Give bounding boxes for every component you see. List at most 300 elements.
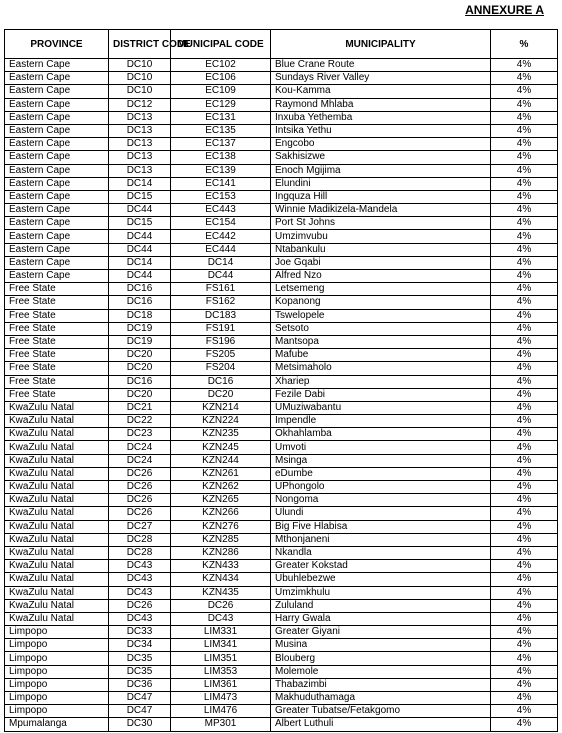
table-row bbox=[5, 533, 558, 546]
cell-municipality: Okhahlamba bbox=[271, 428, 491, 441]
cell-percent: 4% bbox=[491, 401, 558, 414]
cell-district-code: DC19 bbox=[109, 322, 171, 335]
cell-municipality: Alfred Nzo bbox=[271, 270, 491, 283]
cell-percent: 4% bbox=[491, 718, 558, 731]
cell-municipality: Sundays River Valley bbox=[271, 72, 491, 85]
cell-municipal-code: LIM476 bbox=[171, 705, 271, 718]
table-row bbox=[5, 481, 558, 494]
cell-municipal-code: KZN265 bbox=[171, 494, 271, 507]
cell-percent: 4% bbox=[491, 375, 558, 388]
cell-province: Limpopo bbox=[5, 639, 109, 652]
cell-municipality: Mthonjaneni bbox=[271, 533, 491, 546]
cell-province: Eastern Cape bbox=[5, 270, 109, 283]
table-row bbox=[5, 454, 558, 467]
cell-province: Free State bbox=[5, 375, 109, 388]
cell-percent: 4% bbox=[491, 520, 558, 533]
cell-province: Limpopo bbox=[5, 678, 109, 691]
cell-municipal-code: KZN433 bbox=[171, 560, 271, 573]
cell-municipal-code: EC137 bbox=[171, 138, 271, 151]
table-row bbox=[5, 362, 558, 375]
cell-municipality: Musina bbox=[271, 639, 491, 652]
cell-percent: 4% bbox=[491, 204, 558, 217]
cell-municipal-code: FS162 bbox=[171, 296, 271, 309]
table-row bbox=[5, 256, 558, 269]
cell-province: Eastern Cape bbox=[5, 85, 109, 98]
cell-province: Eastern Cape bbox=[5, 124, 109, 137]
cell-province: KwaZulu Natal bbox=[5, 573, 109, 586]
cell-municipal-code: DC43 bbox=[171, 612, 271, 625]
cell-municipal-code: EC154 bbox=[171, 217, 271, 230]
cell-province: Free State bbox=[5, 322, 109, 335]
cell-province: Eastern Cape bbox=[5, 204, 109, 217]
cell-district-code: DC30 bbox=[109, 718, 171, 731]
cell-district-code: DC47 bbox=[109, 705, 171, 718]
cell-province: Eastern Cape bbox=[5, 98, 109, 111]
cell-percent: 4% bbox=[491, 546, 558, 559]
cell-municipality: Impendle bbox=[271, 415, 491, 428]
cell-district-code: DC28 bbox=[109, 546, 171, 559]
cell-province: KwaZulu Natal bbox=[5, 441, 109, 454]
cell-municipal-code: KZN276 bbox=[171, 520, 271, 533]
header-municipal-code: MUNICIPAL CODE bbox=[171, 30, 271, 59]
table-row bbox=[5, 639, 558, 652]
cell-municipality: Letsemeng bbox=[271, 283, 491, 296]
cell-municipal-code: FS204 bbox=[171, 362, 271, 375]
table-row bbox=[5, 230, 558, 243]
cell-percent: 4% bbox=[491, 98, 558, 111]
cell-municipality: Ntabankulu bbox=[271, 243, 491, 256]
cell-province: Eastern Cape bbox=[5, 243, 109, 256]
cell-municipality: Raymond Mhlaba bbox=[271, 98, 491, 111]
cell-percent: 4% bbox=[491, 59, 558, 72]
cell-province: KwaZulu Natal bbox=[5, 494, 109, 507]
table-row bbox=[5, 705, 558, 718]
cell-municipal-code: DC16 bbox=[171, 375, 271, 388]
cell-district-code: DC13 bbox=[109, 151, 171, 164]
cell-district-code: DC36 bbox=[109, 678, 171, 691]
cell-municipal-code: EC135 bbox=[171, 124, 271, 137]
cell-municipality: Fezile Dabi bbox=[271, 388, 491, 401]
cell-province: Free State bbox=[5, 309, 109, 322]
cell-municipality: Ulundi bbox=[271, 507, 491, 520]
cell-municipal-code: DC26 bbox=[171, 599, 271, 612]
cell-district-code: DC13 bbox=[109, 138, 171, 151]
table-row bbox=[5, 665, 558, 678]
cell-municipality: Harry Gwala bbox=[271, 612, 491, 625]
cell-municipality: Engcobo bbox=[271, 138, 491, 151]
table-row bbox=[5, 626, 558, 639]
cell-municipality: Kou-Kamma bbox=[271, 85, 491, 98]
cell-district-code: DC28 bbox=[109, 533, 171, 546]
cell-district-code: DC12 bbox=[109, 98, 171, 111]
table-row bbox=[5, 586, 558, 599]
cell-district-code: DC26 bbox=[109, 599, 171, 612]
table-row bbox=[5, 349, 558, 362]
cell-municipality: Nongoma bbox=[271, 494, 491, 507]
cell-municipal-code: KZN244 bbox=[171, 454, 271, 467]
cell-municipality: Intsika Yethu bbox=[271, 124, 491, 137]
cell-percent: 4% bbox=[491, 151, 558, 164]
table-row bbox=[5, 243, 558, 256]
cell-district-code: DC44 bbox=[109, 243, 171, 256]
cell-municipality: Umzimkhulu bbox=[271, 586, 491, 599]
cell-percent: 4% bbox=[491, 177, 558, 190]
cell-percent: 4% bbox=[491, 362, 558, 375]
table-header-row bbox=[5, 30, 558, 59]
table-row bbox=[5, 401, 558, 414]
table-row bbox=[5, 217, 558, 230]
cell-province: Free State bbox=[5, 349, 109, 362]
cell-municipality: Joe Gqabi bbox=[271, 256, 491, 269]
cell-municipality: Msinga bbox=[271, 454, 491, 467]
table-row bbox=[5, 612, 558, 625]
cell-municipality: Thabazimbi bbox=[271, 678, 491, 691]
cell-municipal-code: LIM341 bbox=[171, 639, 271, 652]
cell-municipal-code: FS205 bbox=[171, 349, 271, 362]
cell-municipal-code: EC131 bbox=[171, 111, 271, 124]
cell-percent: 4% bbox=[491, 599, 558, 612]
cell-municipality: Blouberg bbox=[271, 652, 491, 665]
cell-district-code: DC26 bbox=[109, 467, 171, 480]
cell-province: Eastern Cape bbox=[5, 151, 109, 164]
table-row bbox=[5, 85, 558, 98]
cell-municipal-code: KZN285 bbox=[171, 533, 271, 546]
cell-percent: 4% bbox=[491, 586, 558, 599]
cell-district-code: DC14 bbox=[109, 177, 171, 190]
cell-percent: 4% bbox=[491, 665, 558, 678]
cell-province: Free State bbox=[5, 296, 109, 309]
cell-province: Eastern Cape bbox=[5, 72, 109, 85]
cell-municipal-code: EC153 bbox=[171, 190, 271, 203]
header-percent: % bbox=[491, 30, 558, 59]
table-row bbox=[5, 309, 558, 322]
cell-province: Eastern Cape bbox=[5, 138, 109, 151]
cell-municipality: Albert Luthuli bbox=[271, 718, 491, 731]
cell-municipality: Elundini bbox=[271, 177, 491, 190]
cell-province: Limpopo bbox=[5, 626, 109, 639]
table-row bbox=[5, 270, 558, 283]
table-row bbox=[5, 190, 558, 203]
municipality-table bbox=[4, 29, 558, 732]
cell-municipality: Mafube bbox=[271, 349, 491, 362]
cell-municipality: Sakhisizwe bbox=[271, 151, 491, 164]
cell-percent: 4% bbox=[491, 428, 558, 441]
cell-municipality: Mantsopa bbox=[271, 335, 491, 348]
table-row bbox=[5, 98, 558, 111]
cell-province: KwaZulu Natal bbox=[5, 454, 109, 467]
cell-municipal-code: LIM353 bbox=[171, 665, 271, 678]
cell-municipal-code: KZN245 bbox=[171, 441, 271, 454]
table-row bbox=[5, 467, 558, 480]
cell-district-code: DC16 bbox=[109, 296, 171, 309]
cell-province: Free State bbox=[5, 362, 109, 375]
cell-municipality: Winnie Madikizela-Mandela bbox=[271, 204, 491, 217]
cell-percent: 4% bbox=[491, 533, 558, 546]
cell-district-code: DC15 bbox=[109, 217, 171, 230]
cell-municipal-code: KZN266 bbox=[171, 507, 271, 520]
cell-municipality: Greater Kokstad bbox=[271, 560, 491, 573]
cell-municipal-code: EC139 bbox=[171, 164, 271, 177]
cell-municipal-code: KZN435 bbox=[171, 586, 271, 599]
cell-municipal-code: KZN235 bbox=[171, 428, 271, 441]
cell-municipal-code: EC102 bbox=[171, 59, 271, 72]
cell-district-code: DC16 bbox=[109, 283, 171, 296]
cell-municipal-code: EC106 bbox=[171, 72, 271, 85]
cell-municipality: Big Five Hlabisa bbox=[271, 520, 491, 533]
cell-district-code: DC35 bbox=[109, 665, 171, 678]
cell-municipality: Blue Crane Route bbox=[271, 59, 491, 72]
cell-municipality: Inxuba Yethemba bbox=[271, 111, 491, 124]
cell-percent: 4% bbox=[491, 349, 558, 362]
cell-province: KwaZulu Natal bbox=[5, 560, 109, 573]
cell-percent: 4% bbox=[491, 454, 558, 467]
cell-municipal-code: KZN262 bbox=[171, 481, 271, 494]
cell-district-code: DC19 bbox=[109, 335, 171, 348]
cell-municipal-code: LIM351 bbox=[171, 652, 271, 665]
table-row bbox=[5, 204, 558, 217]
cell-percent: 4% bbox=[491, 560, 558, 573]
cell-percent: 4% bbox=[491, 111, 558, 124]
cell-district-code: DC44 bbox=[109, 204, 171, 217]
cell-municipality: Port St Johns bbox=[271, 217, 491, 230]
cell-municipality: UMuziwabantu bbox=[271, 401, 491, 414]
cell-municipality: Makhuduthamaga bbox=[271, 692, 491, 705]
cell-province: Free State bbox=[5, 283, 109, 296]
cell-district-code: DC13 bbox=[109, 124, 171, 137]
cell-district-code: DC13 bbox=[109, 164, 171, 177]
cell-district-code: DC20 bbox=[109, 388, 171, 401]
cell-municipal-code: EC109 bbox=[171, 85, 271, 98]
cell-district-code: DC10 bbox=[109, 59, 171, 72]
cell-percent: 4% bbox=[491, 322, 558, 335]
cell-percent: 4% bbox=[491, 256, 558, 269]
cell-district-code: DC15 bbox=[109, 190, 171, 203]
header-province: PROVINCE bbox=[5, 30, 109, 59]
cell-municipality: Umvoti bbox=[271, 441, 491, 454]
cell-province: Mpumalanga bbox=[5, 718, 109, 731]
cell-percent: 4% bbox=[491, 72, 558, 85]
cell-district-code: DC43 bbox=[109, 612, 171, 625]
cell-province: Limpopo bbox=[5, 652, 109, 665]
cell-municipality: Setsoto bbox=[271, 322, 491, 335]
cell-province: Eastern Cape bbox=[5, 230, 109, 243]
cell-municipal-code: DC183 bbox=[171, 309, 271, 322]
cell-municipality: Kopanong bbox=[271, 296, 491, 309]
cell-province: KwaZulu Natal bbox=[5, 533, 109, 546]
cell-percent: 4% bbox=[491, 190, 558, 203]
cell-municipal-code: KZN261 bbox=[171, 467, 271, 480]
cell-percent: 4% bbox=[491, 164, 558, 177]
cell-province: Limpopo bbox=[5, 665, 109, 678]
cell-municipality: Ubuhlebezwe bbox=[271, 573, 491, 586]
cell-percent: 4% bbox=[491, 217, 558, 230]
cell-percent: 4% bbox=[491, 138, 558, 151]
cell-province: Eastern Cape bbox=[5, 59, 109, 72]
table-row bbox=[5, 520, 558, 533]
cell-province: Limpopo bbox=[5, 692, 109, 705]
cell-district-code: DC47 bbox=[109, 692, 171, 705]
cell-municipality: Tswelopele bbox=[271, 309, 491, 322]
cell-province: KwaZulu Natal bbox=[5, 415, 109, 428]
cell-district-code: DC34 bbox=[109, 639, 171, 652]
cell-percent: 4% bbox=[491, 639, 558, 652]
cell-district-code: DC14 bbox=[109, 256, 171, 269]
cell-percent: 4% bbox=[491, 481, 558, 494]
cell-province: Free State bbox=[5, 388, 109, 401]
cell-district-code: DC24 bbox=[109, 441, 171, 454]
table-row bbox=[5, 573, 558, 586]
cell-province: KwaZulu Natal bbox=[5, 428, 109, 441]
cell-municipal-code: DC14 bbox=[171, 256, 271, 269]
cell-municipal-code: LIM331 bbox=[171, 626, 271, 639]
cell-percent: 4% bbox=[491, 335, 558, 348]
cell-percent: 4% bbox=[491, 467, 558, 480]
table-row bbox=[5, 296, 558, 309]
cell-percent: 4% bbox=[491, 626, 558, 639]
table-row bbox=[5, 375, 558, 388]
cell-district-code: DC16 bbox=[109, 375, 171, 388]
cell-municipality: Xhariep bbox=[271, 375, 491, 388]
table-row bbox=[5, 678, 558, 691]
cell-province: KwaZulu Natal bbox=[5, 612, 109, 625]
cell-municipality: Enoch Mgijima bbox=[271, 164, 491, 177]
cell-district-code: DC27 bbox=[109, 520, 171, 533]
cell-province: KwaZulu Natal bbox=[5, 481, 109, 494]
cell-percent: 4% bbox=[491, 612, 558, 625]
cell-municipality: Zululand bbox=[271, 599, 491, 612]
cell-province: KwaZulu Natal bbox=[5, 401, 109, 414]
table-row bbox=[5, 560, 558, 573]
cell-municipal-code: EC442 bbox=[171, 230, 271, 243]
cell-municipal-code: EC443 bbox=[171, 204, 271, 217]
table-row bbox=[5, 415, 558, 428]
cell-percent: 4% bbox=[491, 705, 558, 718]
cell-percent: 4% bbox=[491, 678, 558, 691]
cell-municipal-code: EC444 bbox=[171, 243, 271, 256]
cell-district-code: DC13 bbox=[109, 111, 171, 124]
annexure-title: ANNEXURE A bbox=[465, 3, 544, 17]
cell-municipality: Molemole bbox=[271, 665, 491, 678]
cell-percent: 4% bbox=[491, 309, 558, 322]
cell-municipal-code: EC129 bbox=[171, 98, 271, 111]
cell-percent: 4% bbox=[491, 441, 558, 454]
cell-province: Limpopo bbox=[5, 705, 109, 718]
cell-municipal-code: LIM361 bbox=[171, 678, 271, 691]
table-row bbox=[5, 335, 558, 348]
cell-percent: 4% bbox=[491, 283, 558, 296]
cell-municipality: Metsimaholo bbox=[271, 362, 491, 375]
cell-municipal-code: KZN434 bbox=[171, 573, 271, 586]
cell-municipal-code: FS161 bbox=[171, 283, 271, 296]
cell-municipality: Umzimvubu bbox=[271, 230, 491, 243]
cell-percent: 4% bbox=[491, 415, 558, 428]
cell-percent: 4% bbox=[491, 270, 558, 283]
header-municipality: MUNICIPALITY bbox=[271, 30, 491, 59]
cell-district-code: DC21 bbox=[109, 401, 171, 414]
cell-percent: 4% bbox=[491, 230, 558, 243]
cell-district-code: DC23 bbox=[109, 428, 171, 441]
table-row bbox=[5, 124, 558, 137]
cell-district-code: DC18 bbox=[109, 309, 171, 322]
table-row bbox=[5, 59, 558, 72]
table-row bbox=[5, 652, 558, 665]
cell-province: Eastern Cape bbox=[5, 190, 109, 203]
cell-province: Eastern Cape bbox=[5, 177, 109, 190]
cell-percent: 4% bbox=[491, 85, 558, 98]
cell-province: Eastern Cape bbox=[5, 256, 109, 269]
cell-municipality: Greater Giyani bbox=[271, 626, 491, 639]
cell-province: KwaZulu Natal bbox=[5, 520, 109, 533]
cell-percent: 4% bbox=[491, 388, 558, 401]
cell-municipal-code: EC141 bbox=[171, 177, 271, 190]
table-row bbox=[5, 283, 558, 296]
cell-district-code: DC26 bbox=[109, 481, 171, 494]
table-row bbox=[5, 428, 558, 441]
cell-municipal-code: MP301 bbox=[171, 718, 271, 731]
cell-municipality: Greater Tubatse/Fetakgomo bbox=[271, 705, 491, 718]
table-row bbox=[5, 151, 558, 164]
cell-percent: 4% bbox=[491, 573, 558, 586]
cell-district-code: DC43 bbox=[109, 560, 171, 573]
table-row bbox=[5, 72, 558, 85]
cell-municipality: Ingquza Hill bbox=[271, 190, 491, 203]
table-row bbox=[5, 138, 558, 151]
cell-district-code: DC10 bbox=[109, 85, 171, 98]
cell-province: Eastern Cape bbox=[5, 217, 109, 230]
cell-municipal-code: DC20 bbox=[171, 388, 271, 401]
cell-province: KwaZulu Natal bbox=[5, 599, 109, 612]
cell-district-code: DC43 bbox=[109, 586, 171, 599]
cell-municipal-code: KZN224 bbox=[171, 415, 271, 428]
cell-municipality: UPhongolo bbox=[271, 481, 491, 494]
cell-district-code: DC26 bbox=[109, 507, 171, 520]
table-row bbox=[5, 507, 558, 520]
table-row bbox=[5, 177, 558, 190]
cell-province: KwaZulu Natal bbox=[5, 467, 109, 480]
cell-municipal-code: FS191 bbox=[171, 322, 271, 335]
cell-percent: 4% bbox=[491, 124, 558, 137]
cell-percent: 4% bbox=[491, 692, 558, 705]
cell-district-code: DC20 bbox=[109, 349, 171, 362]
cell-district-code: DC44 bbox=[109, 230, 171, 243]
table-row bbox=[5, 164, 558, 177]
cell-province: KwaZulu Natal bbox=[5, 507, 109, 520]
cell-province: Free State bbox=[5, 335, 109, 348]
cell-district-code: DC10 bbox=[109, 72, 171, 85]
table-row bbox=[5, 322, 558, 335]
cell-municipal-code: DC44 bbox=[171, 270, 271, 283]
table-row bbox=[5, 441, 558, 454]
table-row bbox=[5, 599, 558, 612]
cell-district-code: DC22 bbox=[109, 415, 171, 428]
cell-province: KwaZulu Natal bbox=[5, 546, 109, 559]
cell-municipal-code: EC138 bbox=[171, 151, 271, 164]
cell-percent: 4% bbox=[491, 296, 558, 309]
cell-percent: 4% bbox=[491, 494, 558, 507]
cell-percent: 4% bbox=[491, 243, 558, 256]
cell-municipality: Nkandla bbox=[271, 546, 491, 559]
cell-province: KwaZulu Natal bbox=[5, 586, 109, 599]
cell-district-code: DC35 bbox=[109, 652, 171, 665]
cell-district-code: DC20 bbox=[109, 362, 171, 375]
cell-province: Eastern Cape bbox=[5, 111, 109, 124]
cell-municipal-code: KZN286 bbox=[171, 546, 271, 559]
cell-district-code: DC44 bbox=[109, 270, 171, 283]
header-district-code: DISTRICT CODE bbox=[109, 30, 171, 59]
cell-municipal-code: FS196 bbox=[171, 335, 271, 348]
cell-district-code: DC33 bbox=[109, 626, 171, 639]
cell-district-code: DC24 bbox=[109, 454, 171, 467]
